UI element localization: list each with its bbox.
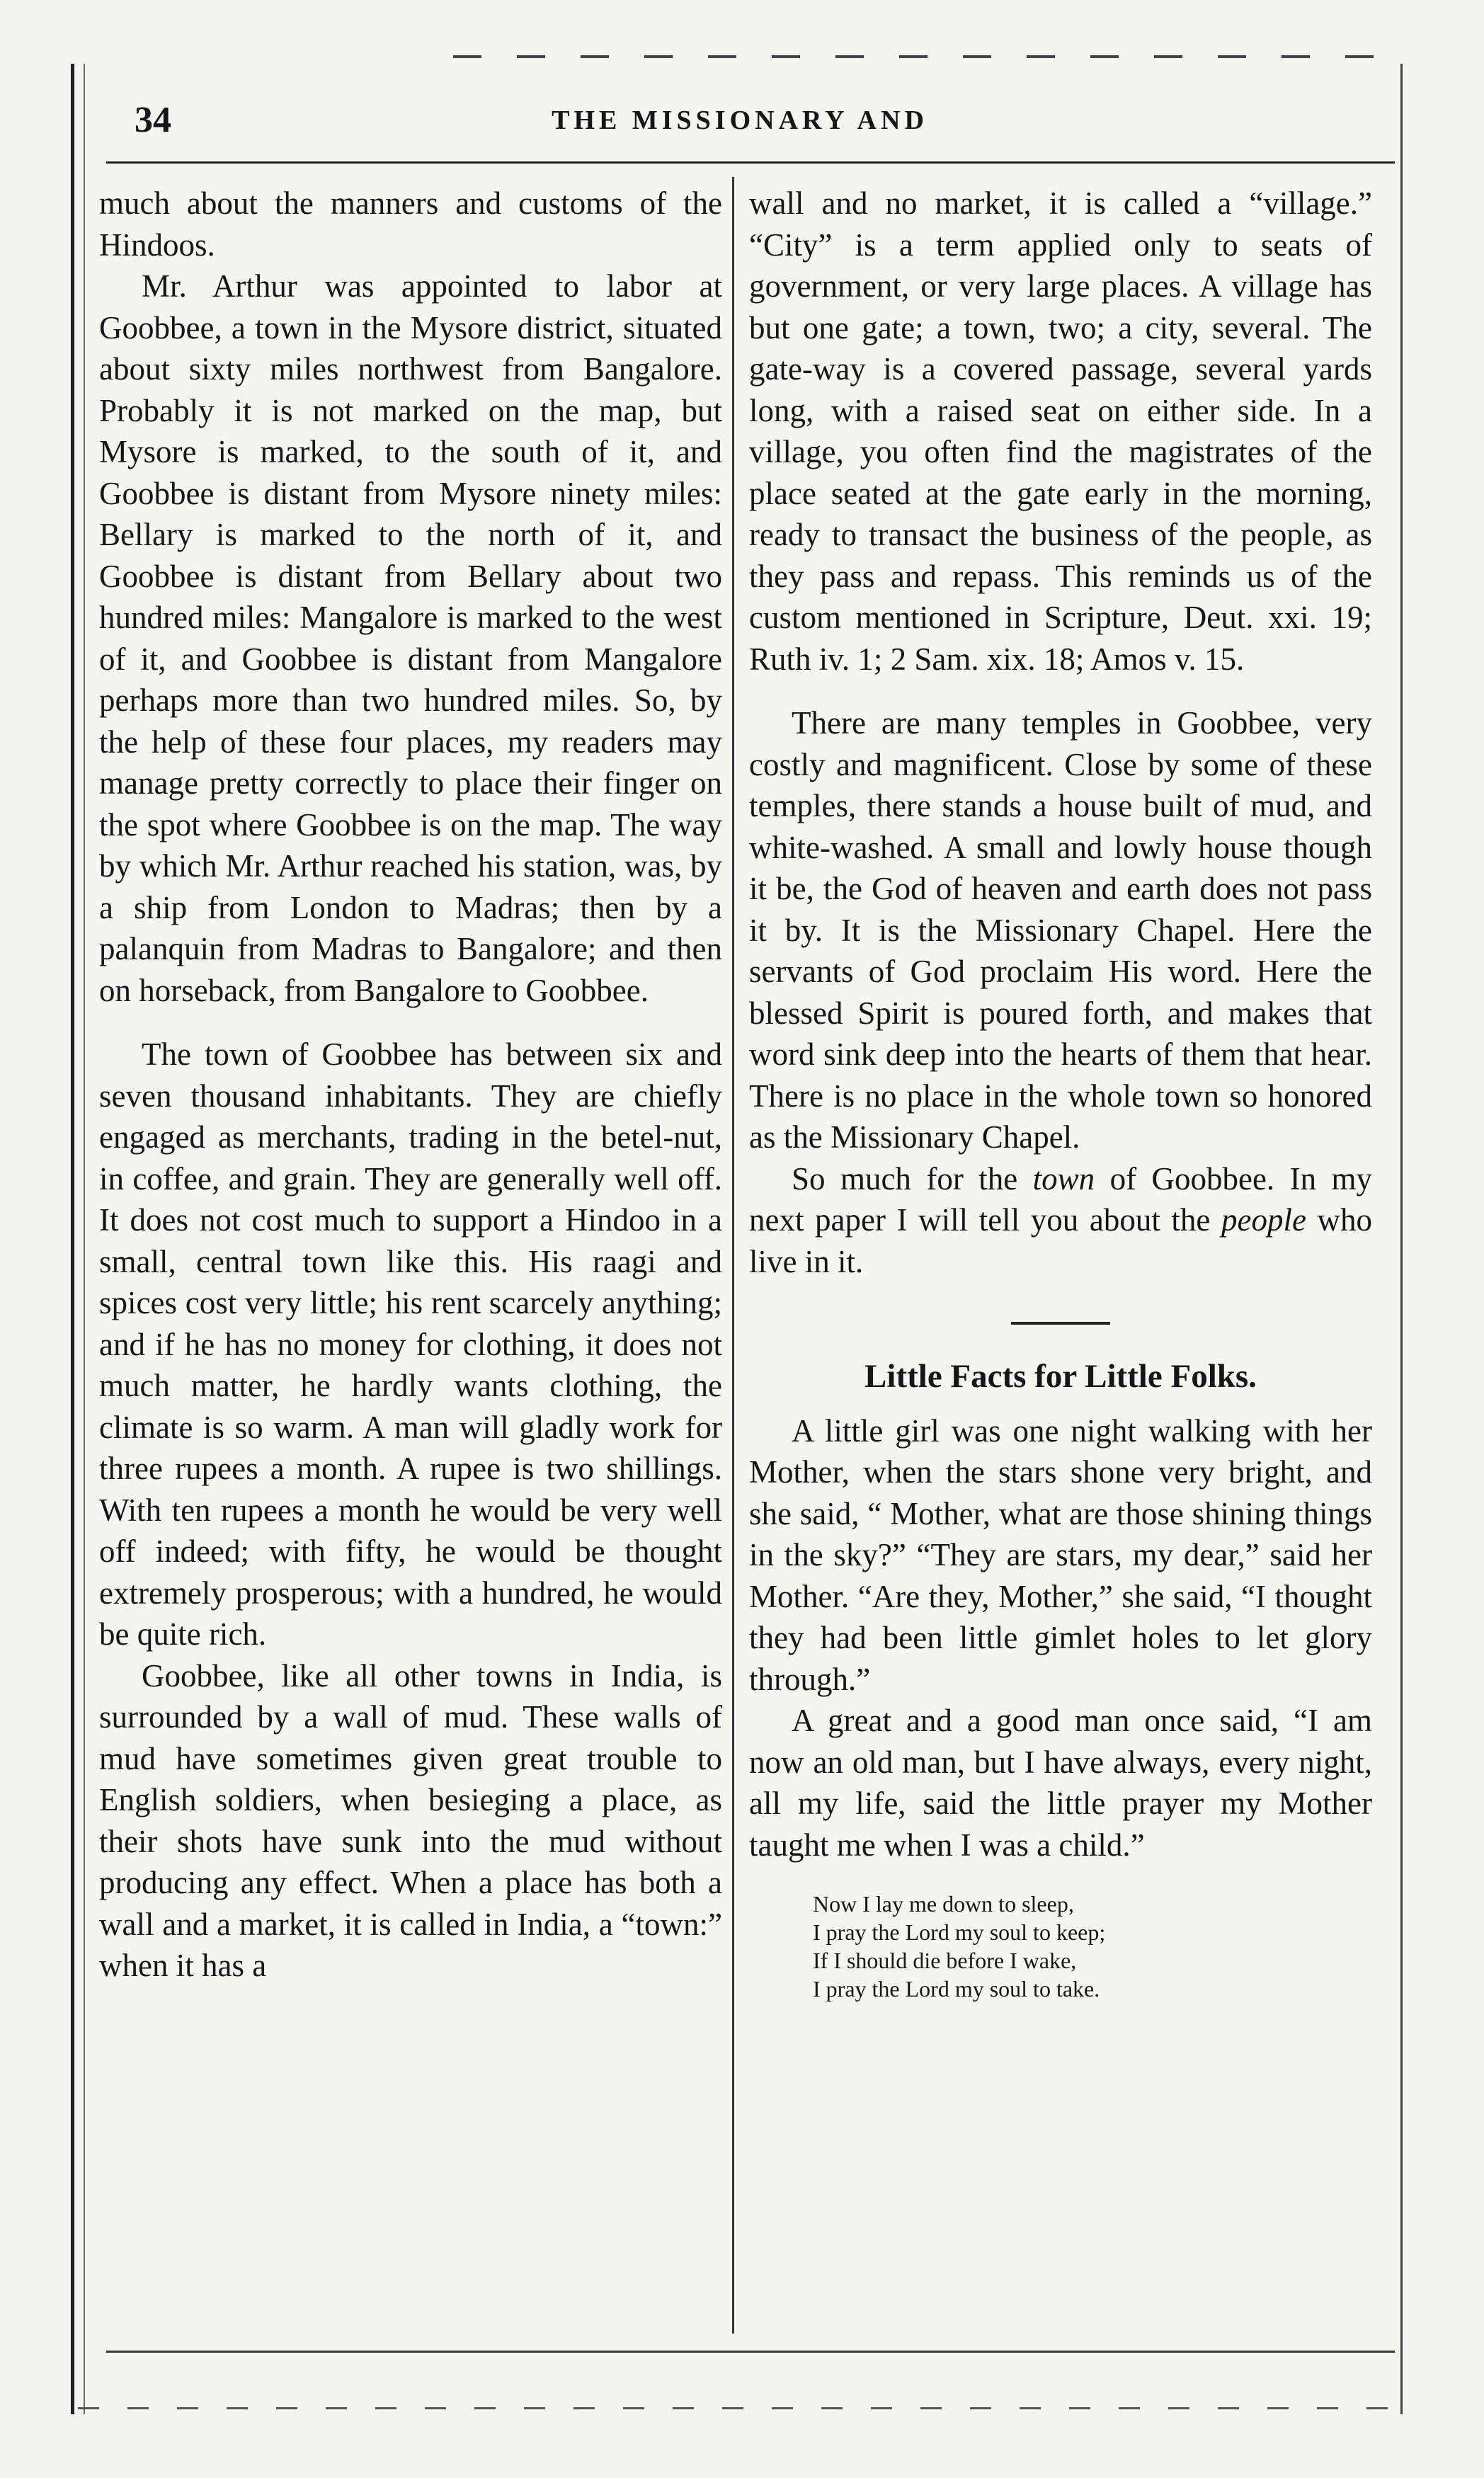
text-span: who live in it.	[749, 1202, 1372, 1279]
paragraph	[749, 1158, 1372, 1283]
bottom-dashed-edge	[78, 2407, 1409, 2409]
page-number: 34	[135, 100, 171, 140]
left-inner-border-line	[84, 64, 85, 2414]
verse-line: I pray the Lord my soul to keep;	[813, 1919, 1106, 1945]
verse-line: If I should die before I wake,	[813, 1948, 1077, 1973]
paragraph: A little girl was one night walking with her Mother, when the stars shone very bright, and she said, “ Mother, what are those shining things in the sky?” “They are stars, my dear,” said her Mother. “Are they, Mother,” she said, “I thought they had been little gimlet holes to let glory through.”	[749, 1412, 1372, 1697]
right-column	[749, 183, 1372, 2003]
left-column	[99, 183, 722, 1987]
prayer-verse	[813, 1890, 1372, 2003]
text-span: of Goobbee. In my next paper I will tell you about the	[749, 1160, 1372, 1238]
footer-rule	[106, 2351, 1395, 2353]
paragraph: A great and a good man once said, “I am now an old man, but I have always, every night, all my life, said the little prayer my Mother taught me when I was a child.”	[749, 1703, 1372, 1863]
paragraph: Goobbee, like all other towns in India, is surrounded by a wall of mud. These walls of mud have sometimes given great trouble to English soldiers, when besieging a place, as their shots have sunk into the mud without producing any effect. When a place has both a wall and a market, it is called in India, a “town:” when it has a	[99, 1657, 722, 1983]
text-span: So much for the	[792, 1160, 1033, 1197]
verse-line: I pray the Lord my soul to take.	[813, 1976, 1100, 2002]
top-dashed-edge	[453, 55, 1402, 58]
italic-text: town	[1032, 1160, 1095, 1197]
verse-line: Now I lay me down to sleep,	[813, 1891, 1074, 1917]
italic-text: people	[1221, 1202, 1306, 1238]
section-heading: Little Facts for Little Folks.	[864, 1358, 1257, 1395]
section-separator	[1011, 1322, 1110, 1325]
right-border-line	[1400, 64, 1403, 2414]
paragraph: The town of Goobbee has between six and seven thousand inhabitants. They are chiefly engaged as merchants, trading in the betel-nut, in coffee, and grain. They are generally well off. It does not cost much to support a Hindoo in a small, central town like this. His raagi and spices cost very little; his rent scarcely anything; and if he has no money for clothing, it does not much matter, he hardly wants clothing, the climate is so warm. A man will gladly work for three rupees a month. A rupee is two shillings. With ten rupees a month he would be very well off indeed; with fifty, he would be thought extremely prosperous; with a hundred, he would be quite rich.	[99, 1037, 722, 1652]
paragraph: wall and no market, it is called a “village.” “City” is a term applied only to seats of government, or very large places. A village has but one gate; a town, two; a city, several. The gate-way is a covered passage, several yards long, with a raised seat on either side. In a village, you often find the magistrates of the place seated at the gate early in the morning, ready to transact the business of the people, as they pass and repass. This reminds us of the custom mentioned in Scripture, Deut. xxi. 19; Ruth iv. 1; 2 Sam. xix. 18; Amos v. 15.	[749, 185, 1372, 677]
paragraph: much about the manners and customs of the Hindoos.	[99, 185, 722, 263]
paragraph: Mr. Arthur was appointed to labor at Goobbee, a town in the Mysore district, situated about sixty miles northwest from Bangalore. Probably it is not marked on the map, but Mysore is marked, to the south of it, and Goobbee is distant from Mysore ninety miles: Bellary is marked to the north of it, and Goobbee is distant from Bellary about two hundred miles: Mangalore is marked to the west of it, and Goobbee is distant from Mangalore perhaps more than two hundred miles. So, by the help of these four places, my readers may manage pretty correctly to place their finger on the spot where Goobbee is on the map. The way by which Mr. Arthur reached his station, was, by a ship from London to Madras; then by a palanquin from Madras to Bangalore; and then on horseback, from Bangalore to Goobbee.	[99, 268, 722, 1008]
running-title: THE MISSIONARY AND	[552, 105, 928, 135]
page-header	[92, 92, 1388, 156]
column-divider	[732, 177, 734, 2334]
paragraph: There are many temples in Goobbee, very costly and magnificent. Close by some of these temples, there stands a house built of mud, and white-washed. A small and lowly house though it be, the God of heaven and earth does not pass it by. It is the Missionary Chapel. Here the servants of God proclaim His word. Here the blessed Spirit is poured forth, and makes that word sink deep into the hearts of them that hear. There is no place in the whole town so honored as the Missionary Chapel.	[749, 705, 1372, 1155]
left-border-line	[71, 64, 74, 2414]
header-rule	[106, 161, 1395, 164]
